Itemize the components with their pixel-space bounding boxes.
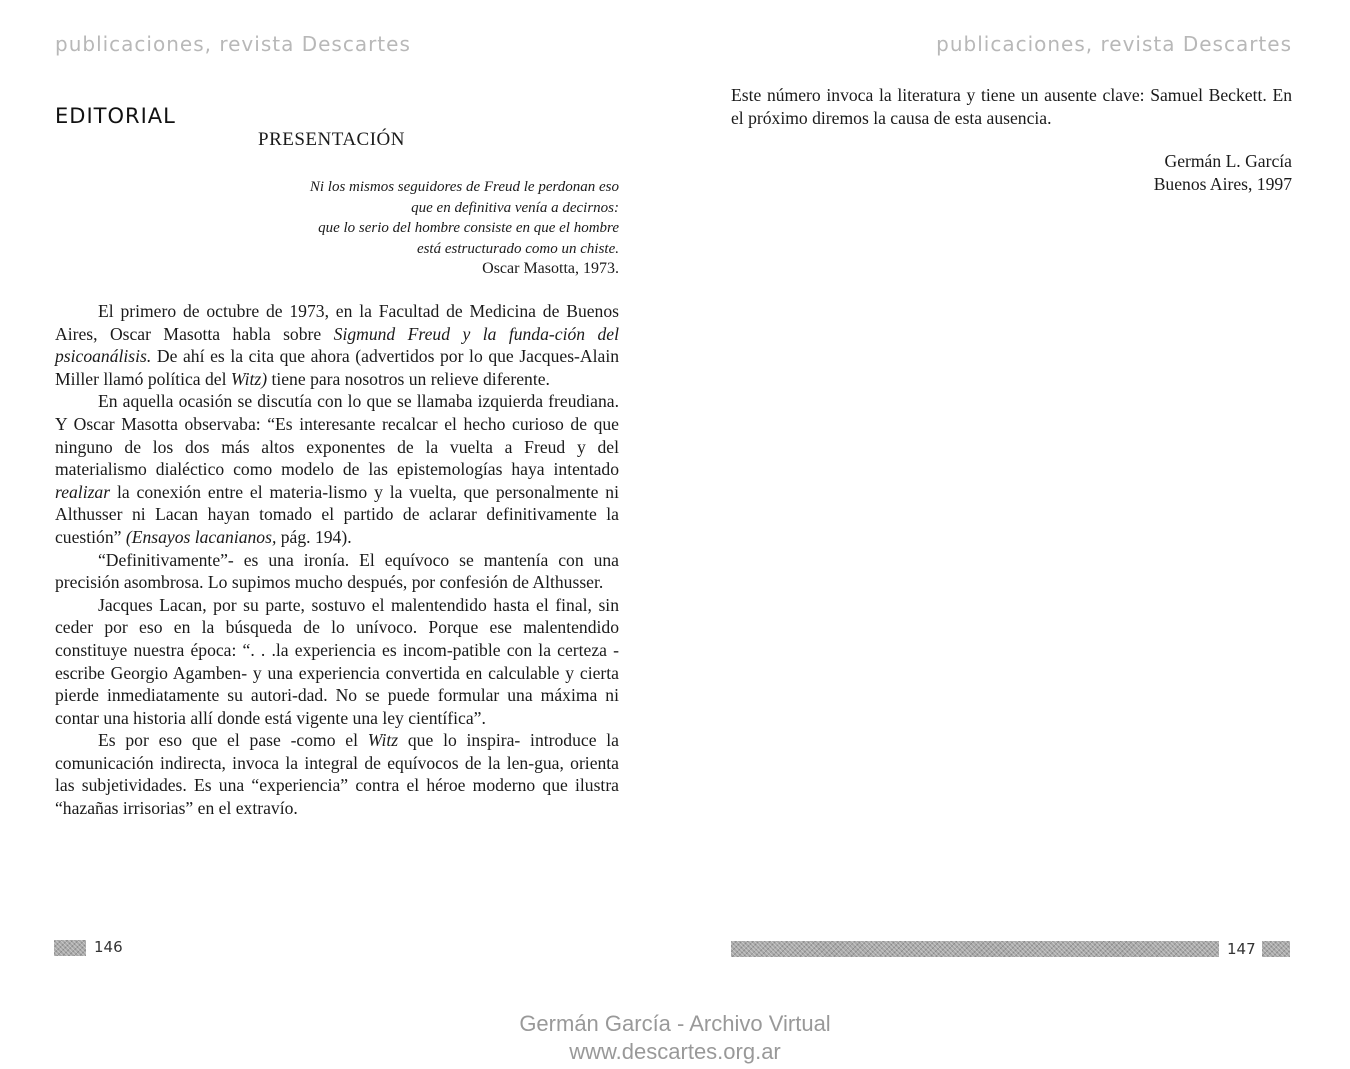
text-run: tiene para nosotros un relieve diferente. [267, 368, 550, 389]
epigraph [200, 177, 619, 280]
archive-footer [0, 1010, 1350, 1066]
text-run: El primero de octubre de 1973, en la Facultad de Medicina de Buenos Aires, Oscar Masotta habla sobre [55, 301, 619, 344]
running-head-right: publicaciones, revista Descartes [936, 32, 1292, 56]
text-run: Es por eso que el pase -como el [98, 730, 368, 751]
paragraph-2 [55, 390, 619, 548]
footer-website-link[interactable]: www.descartes.org.ar [569, 1039, 781, 1064]
italic-term: Witz) [230, 368, 268, 389]
running-head-left: publicaciones, revista Descartes [55, 32, 411, 56]
page-number-left: 146 [94, 938, 123, 956]
page-number-right: 147 [1227, 940, 1256, 958]
paragraph-4: Jacques Lacan, por su parte, sostuvo el malentendido hasta el final, sin ceder por eso en la búsqueda de lo unívoco. Porque ese malentendido constituye nuestra época: “. . .la experiencia es incom-patible con la certeza -escribe Georgio Agamben- y una experiencia convertida en calculable y cierta pierde inmediatamente su autori-dad. No se puede formular una máxima ni contar una historia allí donde está vigente una ley científica”. [55, 594, 619, 728]
text-run: la conexión entre el materia-lismo y la vuelta, que personalmente ni Althusser ni Lacan hayan tomado el partido de aclarar definitivamente la cuestión” [55, 481, 619, 547]
epigraph-line: que lo serio del hombre consiste en que el hombre [318, 220, 619, 236]
italic-title: Sigmund Freud y la funda-ción del psicoanálisis. [55, 323, 619, 367]
paragraph-3: “Definitivamente”- es una ironía. El equívoco se mantenía con una precisión asombrosa. Lo supimos mucho después, por confesión de Althusser. [55, 549, 619, 593]
text-run: que lo inspira- introduce la comunicación indirecta, invoca la integral de equívocos de la len-gua, orienta las subjetividades. Es una “experiencia” contra el héroe moderno que ilustra “hazañas irrisorias” en el extravío. [55, 730, 619, 819]
signature-block [1154, 150, 1292, 195]
paragraph-1 [55, 300, 619, 390]
epigraph-line: que en definitiva venía a decirnos: [411, 199, 619, 216]
author-name: Germán L. García [1164, 151, 1292, 171]
italic-title: (Ensayos lacanianos, [125, 526, 277, 547]
folio-bar-right [731, 941, 1219, 957]
body-text-left-page [55, 300, 619, 820]
epigraph-line: está estructurado como un chiste. [416, 240, 619, 257]
folio-bar-right-end [1262, 941, 1290, 957]
place-date: Buenos Aires, 1997 [1153, 173, 1292, 194]
text-run: En aquella ocasión se discutía con lo que se llamaba izquierda freudiana. Y Oscar Masotta observaba: “Es interesante recalcar el hecho curioso de que ninguno de los dos más altos exponentes de la vuelta a Freud y del materialismo dialéctico como modelo de las epistemologías haya intentado [55, 391, 619, 480]
article-title: PRESENTACIÓN [258, 129, 405, 150]
text-run: pág. 194). [276, 526, 352, 547]
paragraph-5 [55, 729, 619, 819]
paragraph-continuation: Este número invoca la literatura y tiene un ausente clave: Samuel Beckett. En el próximo diremos la causa de esta ausencia. [731, 85, 1292, 128]
italic-term: realizar [55, 481, 111, 502]
body-text-right-page [731, 84, 1292, 129]
section-title: EDITORIAL [55, 104, 176, 128]
footer-archive-name: Germán García - Archivo Virtual [519, 1011, 831, 1036]
epigraph-source: Oscar Masotta, 1973. [482, 260, 619, 277]
folio-bar-left [54, 940, 86, 956]
epigraph-line: Ni los mismos seguidores de Freud le perdonan eso [309, 179, 619, 195]
text-run: De ahí es la cita que ahora (advertidos por lo que Jacques-Alain Miller llamó política del [55, 346, 619, 389]
italic-term: Witz [367, 730, 399, 751]
